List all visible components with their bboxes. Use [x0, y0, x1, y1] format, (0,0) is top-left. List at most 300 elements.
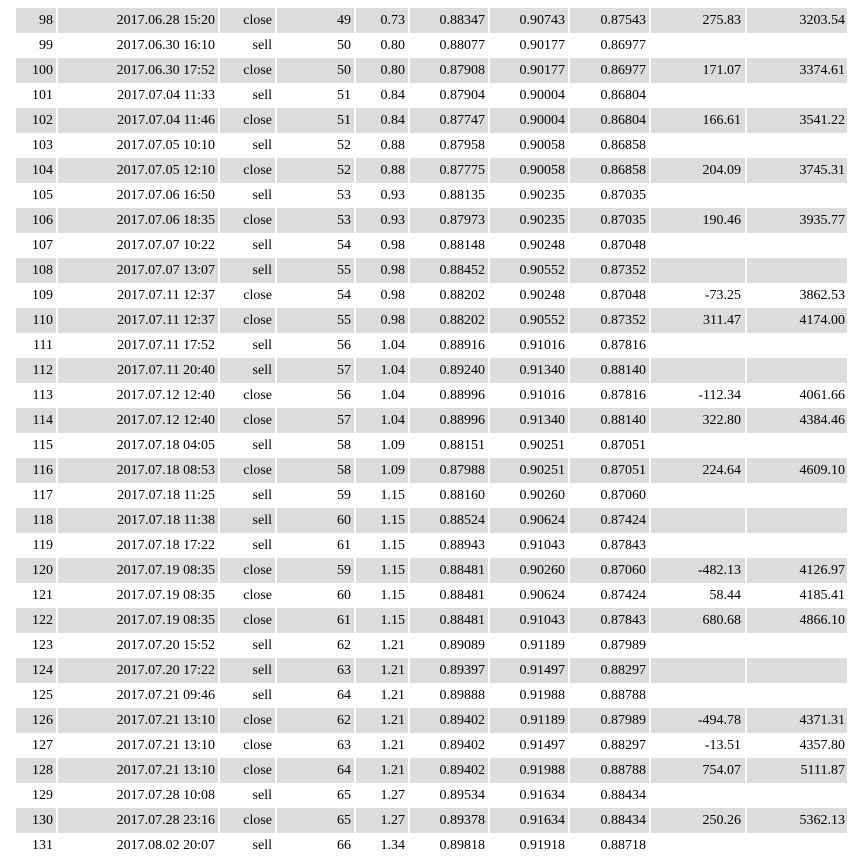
price-cell: 0.87775	[410, 158, 488, 183]
price-cell: 0.89888	[439, 687, 485, 703]
table-row	[16, 783, 847, 808]
balance-cell	[747, 633, 847, 658]
balance-cell	[747, 658, 847, 683]
balance-cell	[747, 783, 847, 808]
table-row	[16, 508, 847, 533]
table-row	[16, 208, 847, 233]
order-id-cell: 57	[277, 408, 354, 433]
order-number-cell: 127	[32, 737, 53, 753]
table-row	[16, 8, 847, 33]
stop-loss-cell: 0.91634	[490, 808, 568, 833]
order-id-cell: 51	[337, 87, 351, 103]
stop-loss-cell: 0.91043	[490, 608, 568, 633]
price-cell: 0.88524	[410, 508, 488, 533]
trade-type-cell: close	[243, 737, 272, 753]
timestamp-cell: 2017.07.06 16:50	[116, 187, 215, 203]
stop-loss-cell: 0.90260	[490, 558, 568, 583]
order-number-cell: 116	[16, 458, 56, 483]
timestamp-cell: 2017.07.20 17:22	[58, 658, 218, 683]
lot-size-cell: 1.15	[380, 487, 405, 503]
lot-size-cell: 0.98	[356, 258, 408, 283]
table-row	[16, 458, 847, 483]
trade-type-cell: close	[243, 287, 272, 303]
price-cell: 0.89402	[410, 708, 488, 733]
stop-loss-cell: 0.90624	[519, 587, 565, 603]
order-id-cell: 55	[277, 258, 354, 283]
table-row	[16, 483, 847, 508]
table-row	[16, 233, 847, 258]
profit-cell: -494.78	[651, 708, 745, 733]
profit-cell	[651, 533, 745, 558]
take-profit-cell: 0.87816	[600, 337, 646, 353]
take-profit-cell: 0.88434	[600, 787, 646, 803]
table-row	[16, 108, 847, 133]
take-profit-cell: 0.87989	[600, 637, 646, 653]
stop-loss-cell: 0.90004	[519, 87, 565, 103]
price-cell: 0.89534	[439, 787, 485, 803]
table-row	[16, 833, 847, 858]
price-cell: 0.89378	[410, 808, 488, 833]
order-number-cell: 98	[16, 8, 56, 33]
table-row	[16, 608, 847, 633]
stop-loss-cell: 0.91189	[520, 637, 565, 653]
balance-cell: 4126.97	[747, 558, 847, 583]
profit-cell	[651, 658, 745, 683]
stop-loss-cell: 0.91988	[519, 687, 565, 703]
balance-cell: 5111.87	[747, 758, 847, 783]
profit-cell: 171.07	[651, 58, 745, 83]
lot-size-cell: 0.98	[356, 308, 408, 333]
lot-size-cell: 0.98	[380, 287, 405, 303]
lot-size-cell: 0.84	[356, 108, 408, 133]
take-profit-cell: 0.87843	[570, 608, 649, 633]
order-number-cell: 122	[16, 608, 56, 633]
price-cell: 0.88943	[439, 537, 485, 553]
trade-type-cell: sell	[252, 237, 272, 253]
take-profit-cell: 0.87352	[570, 308, 649, 333]
balance-cell	[747, 233, 847, 258]
order-number-cell: 99	[39, 37, 53, 53]
balance-cell: 5362.13	[747, 808, 847, 833]
balance-cell: 4174.00	[747, 308, 847, 333]
table-row	[16, 683, 847, 708]
profit-cell	[651, 433, 745, 458]
order-number-cell: 110	[16, 308, 56, 333]
order-id-cell: 61	[337, 537, 351, 553]
order-id-cell: 66	[337, 837, 351, 853]
timestamp-cell: 2017.07.12 12:40	[58, 408, 218, 433]
timestamp-cell: 2017.07.04 11:33	[117, 87, 215, 103]
price-cell: 0.88916	[439, 337, 485, 353]
balance-cell	[747, 483, 847, 508]
stop-loss-cell: 0.91497	[519, 737, 565, 753]
lot-size-cell: 1.09	[380, 437, 405, 453]
stop-loss-cell: 0.90004	[490, 108, 568, 133]
timestamp-cell: 2017.07.04 11:46	[58, 108, 218, 133]
order-number-cell: 105	[32, 187, 53, 203]
timestamp-cell: 2017.07.05 10:10	[116, 137, 215, 153]
timestamp-cell: 2017.07.19 08:35	[58, 608, 218, 633]
timestamp-cell: 2017.07.18 11:38	[58, 508, 218, 533]
balance-cell	[747, 683, 847, 708]
table-row	[16, 33, 847, 58]
lot-size-cell: 0.73	[356, 8, 408, 33]
price-cell: 0.89818	[439, 837, 485, 853]
table-row	[16, 808, 847, 833]
balance-cell	[747, 133, 847, 158]
order-id-cell: 58	[337, 437, 351, 453]
stop-loss-cell: 0.90552	[490, 308, 568, 333]
balance-cell: 4185.41	[799, 587, 845, 603]
order-number-cell: 124	[16, 658, 56, 683]
timestamp-cell: 2017.07.21 09:46	[116, 687, 215, 703]
profit-cell	[651, 183, 745, 208]
profit-cell: -482.13	[651, 558, 745, 583]
price-cell: 0.89402	[410, 758, 488, 783]
order-number-cell: 114	[16, 408, 56, 433]
take-profit-cell: 0.87051	[570, 458, 649, 483]
timestamp-cell: 2017.07.19 08:35	[116, 587, 215, 603]
profit-cell: 754.07	[651, 758, 745, 783]
price-cell: 0.88151	[439, 437, 485, 453]
order-id-cell: 62	[277, 708, 354, 733]
profit-cell: -112.34	[698, 387, 741, 403]
profit-cell	[651, 258, 745, 283]
lot-size-cell: 0.93	[356, 208, 408, 233]
trade-type-cell: sell	[252, 787, 272, 803]
balance-cell: 3745.31	[747, 158, 847, 183]
timestamp-cell: 2017.07.18 11:25	[117, 487, 215, 503]
trade-type-cell: sell	[252, 537, 272, 553]
order-id-cell: 51	[277, 108, 354, 133]
trade-type-cell: close	[220, 108, 275, 133]
order-id-cell: 63	[277, 658, 354, 683]
lot-size-cell: 0.84	[380, 87, 405, 103]
balance-cell: 4384.46	[747, 408, 847, 433]
lot-size-cell: 0.80	[356, 58, 408, 83]
take-profit-cell: 0.88297	[600, 737, 646, 753]
stop-loss-cell: 0.90058	[519, 137, 565, 153]
profit-cell: 204.09	[651, 158, 745, 183]
profit-cell	[651, 633, 745, 658]
take-profit-cell: 0.87035	[570, 208, 649, 233]
stop-loss-cell: 0.91634	[519, 787, 565, 803]
lot-size-cell: 1.21	[356, 758, 408, 783]
table-row	[16, 583, 847, 608]
take-profit-cell: 0.87048	[600, 287, 646, 303]
order-id-cell: 52	[277, 158, 354, 183]
trade-type-cell: sell	[252, 37, 272, 53]
lot-size-cell: 1.21	[380, 687, 405, 703]
stop-loss-cell: 0.91988	[490, 758, 568, 783]
timestamp-cell: 2017.07.07 10:22	[116, 237, 215, 253]
order-number-cell: 117	[32, 487, 53, 503]
balance-cell: 3541.22	[747, 108, 847, 133]
balance-cell: 4371.31	[747, 708, 847, 733]
take-profit-cell: 0.87060	[570, 558, 649, 583]
trade-type-cell: sell	[252, 837, 272, 853]
trade-type-cell: close	[220, 708, 275, 733]
table-row	[16, 133, 847, 158]
lot-size-cell: 1.15	[380, 537, 405, 553]
profit-cell: -13.51	[704, 737, 741, 753]
timestamp-cell: 2017.07.21 13:10	[116, 737, 215, 753]
stop-loss-cell: 0.90177	[490, 58, 568, 83]
lot-size-cell: 1.21	[380, 637, 405, 653]
table-row	[16, 708, 847, 733]
stop-loss-cell: 0.91340	[490, 358, 568, 383]
trade-type-cell: sell	[220, 658, 275, 683]
balance-cell: 3203.54	[747, 8, 847, 33]
order-id-cell: 59	[337, 487, 351, 503]
trade-type-cell: sell	[252, 187, 272, 203]
price-cell: 0.88452	[410, 258, 488, 283]
stop-loss-cell: 0.91918	[519, 837, 565, 853]
lot-size-cell: 1.09	[356, 458, 408, 483]
trade-type-cell: sell	[220, 258, 275, 283]
order-id-cell: 58	[277, 458, 354, 483]
take-profit-cell: 0.87048	[600, 237, 646, 253]
timestamp-cell: 2017.07.05 12:10	[58, 158, 218, 183]
timestamp-cell: 2017.08.02 20:07	[116, 837, 215, 853]
lot-size-cell: 1.15	[356, 558, 408, 583]
stop-loss-cell: 0.90624	[490, 508, 568, 533]
order-id-cell: 65	[277, 808, 354, 833]
trade-type-cell: close	[220, 308, 275, 333]
take-profit-cell: 0.87051	[600, 437, 646, 453]
trade-type-cell: sell	[252, 437, 272, 453]
order-id-cell: 64	[337, 687, 351, 703]
price-cell: 0.88996	[410, 408, 488, 433]
table-row	[16, 358, 847, 383]
order-id-cell: 53	[277, 208, 354, 233]
profit-cell	[651, 833, 745, 858]
order-id-cell: 50	[277, 58, 354, 83]
balance-cell: 3374.61	[747, 58, 847, 83]
timestamp-cell: 2017.07.07 13:07	[58, 258, 218, 283]
lot-size-cell: 1.27	[356, 808, 408, 833]
price-cell: 0.88148	[439, 237, 485, 253]
profit-cell	[651, 233, 745, 258]
profit-cell: 275.83	[651, 8, 745, 33]
take-profit-cell: 0.86977	[600, 37, 646, 53]
order-number-cell: 113	[32, 387, 53, 403]
table-row	[16, 733, 847, 758]
table-row	[16, 183, 847, 208]
stop-loss-cell: 0.91016	[519, 387, 565, 403]
stop-loss-cell: 0.90260	[519, 487, 565, 503]
lot-size-cell: 1.15	[380, 587, 405, 603]
order-number-cell: 123	[32, 637, 53, 653]
profit-cell	[651, 483, 745, 508]
balance-cell: 4061.66	[799, 387, 845, 403]
price-cell: 0.88481	[410, 608, 488, 633]
order-number-cell: 112	[16, 358, 56, 383]
timestamp-cell: 2017.07.11 17:52	[117, 337, 215, 353]
take-profit-cell: 0.86858	[600, 137, 646, 153]
trade-type-cell: close	[220, 158, 275, 183]
balance-cell	[747, 833, 847, 858]
timestamp-cell: 2017.07.18 08:53	[58, 458, 218, 483]
lot-size-cell: 1.04	[380, 337, 405, 353]
timestamp-cell: 2017.07.28 10:08	[116, 787, 215, 803]
take-profit-cell: 0.86858	[570, 158, 649, 183]
stop-loss-cell: 0.91189	[490, 708, 568, 733]
lot-size-cell: 0.80	[380, 37, 405, 53]
trade-history-body	[16, 8, 847, 858]
price-cell: 0.87973	[410, 208, 488, 233]
lot-size-cell: 1.34	[380, 837, 405, 853]
take-profit-cell: 0.86804	[570, 108, 649, 133]
trade-type-cell: close	[220, 208, 275, 233]
trade-type-cell: close	[220, 8, 275, 33]
trade-type-cell: close	[220, 58, 275, 83]
balance-cell: 3935.77	[747, 208, 847, 233]
order-id-cell: 60	[337, 587, 351, 603]
trade-type-cell: sell	[220, 358, 275, 383]
profit-cell	[651, 33, 745, 58]
price-cell: 0.87747	[410, 108, 488, 133]
order-number-cell: 108	[16, 258, 56, 283]
price-cell: 0.89089	[439, 637, 485, 653]
order-id-cell: 57	[277, 358, 354, 383]
table-row	[16, 758, 847, 783]
stop-loss-cell: 0.90248	[519, 287, 565, 303]
order-id-cell: 62	[337, 637, 351, 653]
table-row	[16, 308, 847, 333]
trade-type-cell: sell	[252, 687, 272, 703]
profit-cell	[651, 508, 745, 533]
order-id-cell: 59	[277, 558, 354, 583]
trade-type-cell: sell	[220, 508, 275, 533]
order-number-cell: 120	[16, 558, 56, 583]
timestamp-cell: 2017.07.06 18:35	[58, 208, 218, 233]
take-profit-cell: 0.87843	[600, 537, 646, 553]
take-profit-cell: 0.88718	[600, 837, 646, 853]
timestamp-cell: 2017.07.20 15:52	[116, 637, 215, 653]
price-cell: 0.87904	[439, 87, 485, 103]
table-row	[16, 533, 847, 558]
stop-loss-cell: 0.90248	[519, 237, 565, 253]
timestamp-cell: 2017.06.28 15:20	[58, 8, 218, 33]
profit-cell: 311.47	[651, 308, 745, 333]
lot-size-cell: 1.21	[356, 708, 408, 733]
stop-loss-cell: 0.91016	[519, 337, 565, 353]
lot-size-cell: 0.93	[380, 187, 405, 203]
order-number-cell: 131	[32, 837, 53, 853]
take-profit-cell: 0.87543	[570, 8, 649, 33]
price-cell: 0.88077	[439, 37, 485, 53]
take-profit-cell: 0.88434	[570, 808, 649, 833]
table-row	[16, 333, 847, 358]
take-profit-cell: 0.86977	[570, 58, 649, 83]
price-cell: 0.88202	[439, 287, 485, 303]
timestamp-cell: 2017.07.19 08:35	[58, 558, 218, 583]
table-row	[16, 158, 847, 183]
profit-cell: -73.25	[704, 287, 741, 303]
balance-cell: 4866.10	[747, 608, 847, 633]
order-number-cell: 107	[32, 237, 53, 253]
order-number-cell: 103	[32, 137, 53, 153]
take-profit-cell: 0.88297	[570, 658, 649, 683]
order-id-cell: 65	[337, 787, 351, 803]
timestamp-cell: 2017.07.21 13:10	[58, 708, 218, 733]
timestamp-cell: 2017.06.30 16:10	[116, 37, 215, 53]
timestamp-cell: 2017.07.28 23:16	[58, 808, 218, 833]
stop-loss-cell: 0.90743	[490, 8, 568, 33]
timestamp-cell: 2017.06.30 17:52	[58, 58, 218, 83]
timestamp-cell: 2017.07.18 04:05	[116, 437, 215, 453]
balance-cell	[747, 83, 847, 108]
timestamp-cell: 2017.07.18 17:22	[116, 537, 215, 553]
balance-cell	[747, 358, 847, 383]
trade-type-cell: sell	[252, 337, 272, 353]
stop-loss-cell: 0.90251	[519, 437, 565, 453]
order-id-cell: 50	[337, 37, 351, 53]
stop-loss-cell: 0.90177	[519, 37, 565, 53]
table-row	[16, 383, 847, 408]
price-cell: 0.88481	[439, 587, 485, 603]
profit-cell: 250.26	[651, 808, 745, 833]
table-row	[16, 58, 847, 83]
timestamp-cell: 2017.07.21 13:10	[58, 758, 218, 783]
take-profit-cell: 0.87424	[600, 587, 646, 603]
lot-size-cell: 1.27	[380, 787, 405, 803]
lot-size-cell: 1.15	[356, 508, 408, 533]
order-id-cell: 49	[277, 8, 354, 33]
take-profit-cell: 0.88140	[570, 408, 649, 433]
price-cell: 0.88481	[410, 558, 488, 583]
balance-cell	[747, 258, 847, 283]
profit-cell	[651, 333, 745, 358]
timestamp-cell: 2017.07.12 12:40	[116, 387, 215, 403]
profit-cell	[651, 783, 745, 808]
table-row	[16, 283, 847, 308]
profit-cell	[651, 83, 745, 108]
order-number-cell: 104	[16, 158, 56, 183]
trade-type-cell: sell	[252, 137, 272, 153]
order-id-cell: 54	[337, 287, 351, 303]
trade-type-cell: sell	[252, 87, 272, 103]
price-cell: 0.87908	[410, 58, 488, 83]
timestamp-cell: 2017.07.11 20:40	[58, 358, 218, 383]
balance-cell	[747, 508, 847, 533]
order-number-cell: 111	[33, 337, 53, 353]
balance-cell	[747, 433, 847, 458]
trade-type-cell: close	[220, 408, 275, 433]
balance-cell	[747, 33, 847, 58]
order-id-cell: 54	[337, 237, 351, 253]
price-cell: 0.88347	[410, 8, 488, 33]
table-row	[16, 433, 847, 458]
order-number-cell: 125	[32, 687, 53, 703]
table-row	[16, 83, 847, 108]
balance-cell: 3862.53	[799, 287, 845, 303]
order-number-cell: 129	[32, 787, 53, 803]
order-number-cell: 130	[16, 808, 56, 833]
order-id-cell: 55	[277, 308, 354, 333]
order-id-cell: 64	[277, 758, 354, 783]
stop-loss-cell: 0.90552	[490, 258, 568, 283]
order-number-cell: 126	[16, 708, 56, 733]
trade-type-cell: close	[220, 758, 275, 783]
stop-loss-cell: 0.91340	[490, 408, 568, 433]
take-profit-cell: 0.86804	[600, 87, 646, 103]
take-profit-cell: 0.88788	[570, 758, 649, 783]
order-number-cell: 128	[16, 758, 56, 783]
lot-size-cell: 1.21	[356, 658, 408, 683]
trade-type-cell: close	[220, 458, 275, 483]
